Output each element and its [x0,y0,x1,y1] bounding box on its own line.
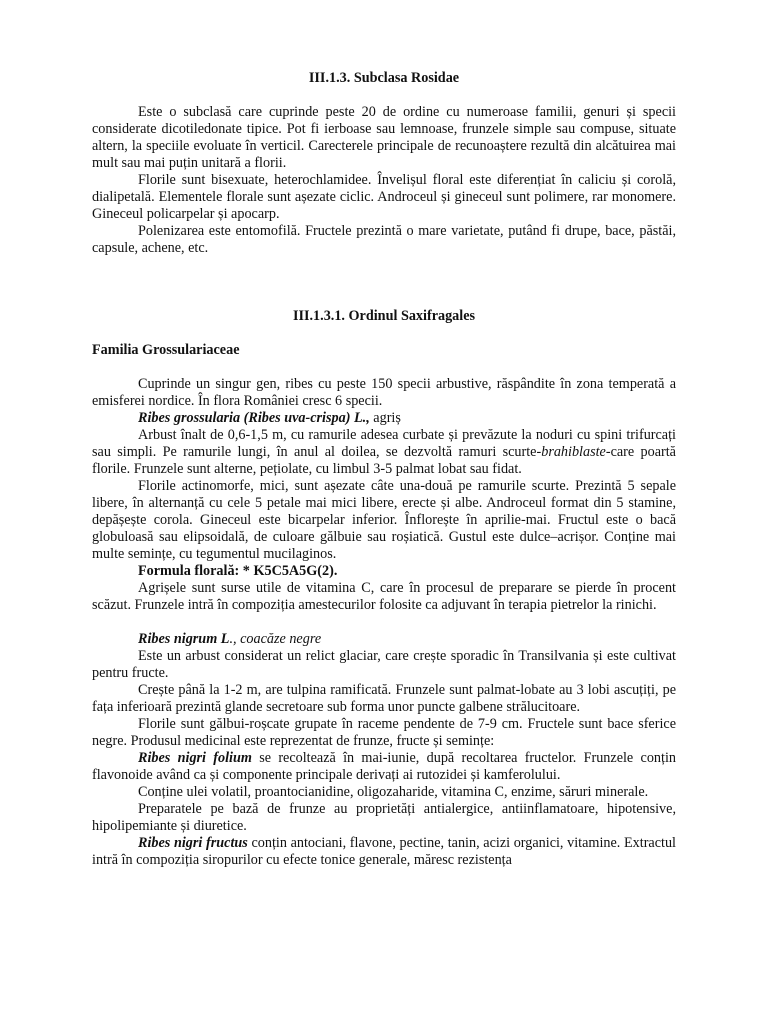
nigrum-paragraph-5: Conține ulei volatil, proantocianidine, oligozaharide, vitamina C, enzime, săruri minerale. [138,784,649,800]
folium-text: se recoltează în mai-iunie, după recoltarea fructelor. Frunzele conțin flavonoide având ca și componente principale derivați ai rutozidei și kamferolului. [92,750,676,783]
nigrum-paragraph-6: Preparatele pe bază de frunze au proprietăți antialergice, antiinflamatoare, hipotensive, hipolipemiante și diuretice. [92,801,676,834]
floral-formula-text: Formula florală: * K5C5A5G(2). [138,563,338,579]
grossularia-paragraph-1 [92,427,676,478]
species-heading-grossularia [92,410,676,427]
family-intro-paragraph: Cuprinde un singur gen, ribes cu peste 150 specii arbustive, răspândite în zona temperată a emisferei nordice. În flora României cresc 6 specii. [92,376,676,409]
section-title: III.1.3. Subclasa Rosidae [308,70,460,86]
nigrum-fructus-paragraph [92,835,676,869]
fructus-text: conțin antociani, flavone, pectine, tanin, acizi organici, vitamine. Extractul intră în compoziția siropurilor cu efecte tonice generale, măresc rezistența [92,835,676,868]
folium-name: Ribes nigri folium [138,750,252,766]
order-title: III.1.3.1. Ordinul Saxifragales [292,308,476,324]
nigrum-species-name: Ribes nigrum L [138,631,230,647]
nigrum-common-name: ., coacăze negre [229,631,322,647]
grossularia-p1-text: Arbust înalt de 0,6-1,5 m, cu ramurile adesea curbate și prevăzute la noduri cu spini trifurcați sau simpli. Pe ramurile lungi, în anul al doilea, se dezvoltă ramuri scurte- [92,427,676,460]
species-name: Ribes grossularia (Ribes uva-crispa) L., [138,410,370,426]
family-title: Familia Grossulariaceae [92,342,240,358]
nigrum-paragraph-2: Crește până la 1-2 m, are tulpina ramificată. Frunzele sunt palmat-lobate au 3 lobi ascuțiți, pe fața inferioară prezintă glande secretoare sub forma unor puncte galbene strălucitoare. [92,682,676,715]
grossularia-paragraph-3: Agrișele sunt surse utile de vitamina C, care în procesul de preparare se pierde în procent scăzut. Frunzele intră în compoziția amestecurilor folosite ca adjuvant în terapia pietrelor la rinichi. [92,580,676,613]
nigrum-paragraph-1: Este un arbust considerat un relict glaciar, care crește sporadic în Transilvania și este cultivat pentru fructe. [92,648,676,681]
intro-paragraph-1: Este o subclasă care cuprinde peste 20 de ordine cu numeroase familii, genuri și specii considerate dicotiledonate tipice. Pot fi ierboase sau lemnoase, frunzele simple sau compuse, situate altern, la speciile evoluate în verticil. Carecterele principale de recunoaștere rezultă din alcătuirea mai mult sau mai puțin unitară a florii. [92,104,676,171]
grossularia-term: brahiblaste- [541,444,611,460]
nigrum-folium-paragraph [92,750,676,784]
fructus-name: Ribes nigri fructus [138,835,248,851]
species-common-name: agriș [369,410,401,426]
grossularia-paragraph-2: Florile actinomorfe, mici, sunt așezate câte una-două pe ramurile scurte. Prezintă 5 sepale libere, în alternanță cu cele 5 petale mai mici libere, erecte și albe. Androceul format din 5 stamine, depășește corola. Gineceul este bicarpelar inferior. Înflorește în aprilie-mai. Fructul este o bacă globuloasă sau elipsoidală, de culoare gălbuie sau roșiatică. Gustul este dulce–acrișor. Conține mai multe semințe, cu tegumentul mucilaginos. [92,478,676,562]
grossularia-p1-text-end: care poartă florile. Frunzele sunt alterne, pețiolate, cu limbul 3-5 palmat lobat sau fidat. [92,444,676,477]
floral-formula [92,563,676,580]
intro-paragraph-3: Polenizarea este entomofilă. Fructele prezintă o mare varietate, putând fi drupe, bace, păstăi, capsule, achene, etc. [92,223,676,256]
nigrum-paragraph-3: Florile sunt gălbui-roșcate grupate în raceme pendente de 7-9 cm. Fructele sunt bace sferice negre. Produsul medicinal este reprezentat de frunze, fructe și semințe: [92,716,676,749]
species-heading-nigrum [92,631,676,648]
intro-paragraph-2: Florile sunt bisexuate, heterochlamidee. Învelișul floral este diferențiat în caliciu și corolă, dialipetală. Elementele florale sunt așezate ciclic. Androceul și gineceul sunt polimere, rar monomere. Gineceul policarpelar și apocarp. [92,172,676,222]
